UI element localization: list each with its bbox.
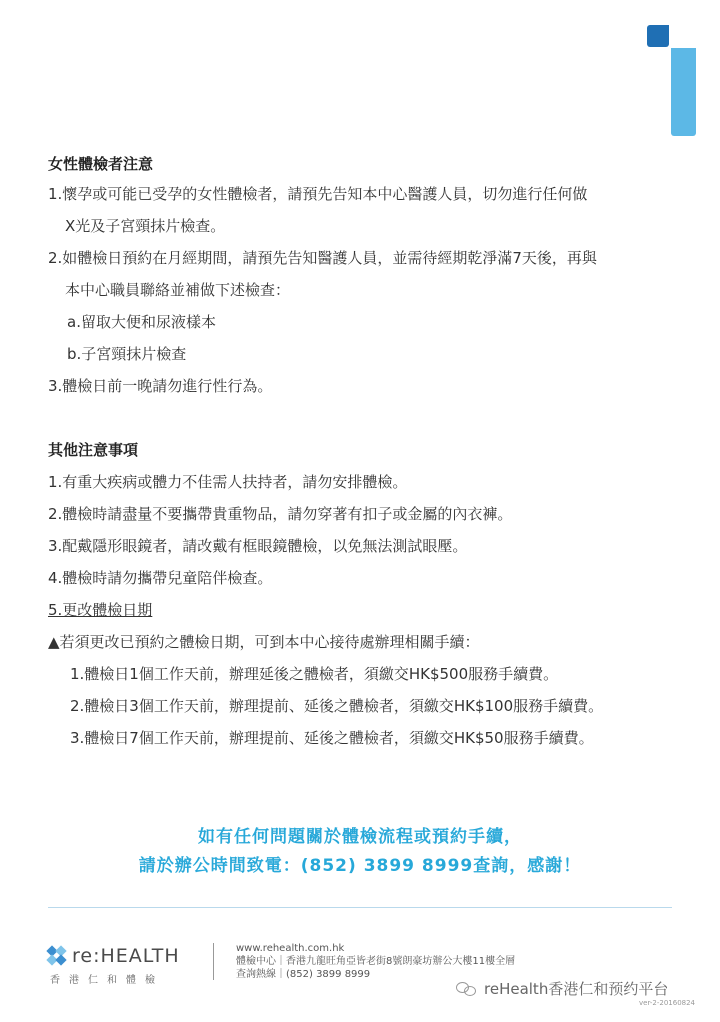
fee-rule-1: 1.體檢日1個工作天前，辦理延後之體檢者，須繳交HK$500服務手續費。 xyxy=(70,665,559,683)
wechat-watermark xyxy=(456,978,668,999)
contact-line-2: 請於辦公時間致電：(852) 3899 8999查詢，感謝！ xyxy=(138,856,582,876)
corner-square-decoration xyxy=(647,25,669,47)
women-note-2: 2.如體檢日預約在月經期間，請預先告知醫護人員，並需待經期乾淨滿7天後，再與 xyxy=(48,249,597,267)
hotline: 查詢熱線｜(852) 3899 8999 xyxy=(236,969,371,980)
other-section-title: 其他注意事項 xyxy=(48,441,139,459)
women-note-1: 1.懷孕或可能已受孕的女性體檢者，請預先告知本中心醫護人員，切勿進行任何做 xyxy=(48,185,588,203)
other-note-2: 2.體檢時請盡量不要攜帶貴重物品，請勿穿著有扣子或金屬的內衣褲。 xyxy=(48,505,513,523)
change-date-notice: ▲若須更改已預約之體檢日期，可到本中心接待處辦理相關手續： xyxy=(48,633,480,651)
footer-separator xyxy=(213,943,214,980)
women-note-2-item-a: a.留取大便和尿液樣本 xyxy=(67,313,216,331)
notice-content xyxy=(48,150,688,754)
fee-rule-3: 3.體檢日7個工作天前，辦理提前、延後之體檢者，須繳交HK$50服務手續費。 xyxy=(70,729,594,747)
women-note-3: 3.體檢日前一晚請勿進行性行為。 xyxy=(48,377,273,395)
other-note-5-heading: 5.更改體檢日期 xyxy=(48,601,153,619)
corner-bar-decoration xyxy=(671,48,696,136)
brand-logo xyxy=(48,945,208,986)
footer-info xyxy=(236,942,515,981)
brand-name: re:HEALTH xyxy=(72,945,180,967)
brand-subtitle: 香港仁和體檢 xyxy=(50,975,164,986)
wechat-account-label: reHealth香港仁和预约平台 xyxy=(484,980,669,998)
other-note-1: 1.有重大疾病或體力不佳需人扶持者，請勿安排體檢。 xyxy=(48,473,408,491)
contact-line-1: 如有任何問題關於體檢流程或預約手續， xyxy=(198,827,522,847)
women-section-title: 女性體檢者注意 xyxy=(48,155,154,173)
women-note-2-cont: 本中心職員聯絡並補做下述檢查： xyxy=(65,281,291,299)
other-note-4: 4.體檢時請勿攜帶兒童陪伴檢查。 xyxy=(48,569,273,587)
website-link[interactable]: www.rehealth.com.hk xyxy=(236,943,345,954)
center-address: 體檢中心｜香港九龍旺角亞皆老街8號朗豪坊辦公大樓11樓全層 xyxy=(236,956,516,967)
footer-divider xyxy=(48,907,672,908)
wechat-icon xyxy=(456,980,478,998)
other-note-3: 3.配戴隱形眼鏡者，請改戴有框眼鏡體檢，以免無法測試眼壓。 xyxy=(48,537,468,555)
brand-mark-icon xyxy=(48,947,66,965)
fee-rule-2: 2.體檢日3個工作天前，辦理提前、延後之體檢者，須繳交HK$100服務手續費。 xyxy=(70,697,604,715)
version-label: ver-2-20160824 xyxy=(639,999,696,1007)
women-note-2-item-b: b.子宮頸抹片檢查 xyxy=(67,345,187,363)
women-note-1-cont: X光及子宮頸抹片檢查。 xyxy=(65,217,226,235)
